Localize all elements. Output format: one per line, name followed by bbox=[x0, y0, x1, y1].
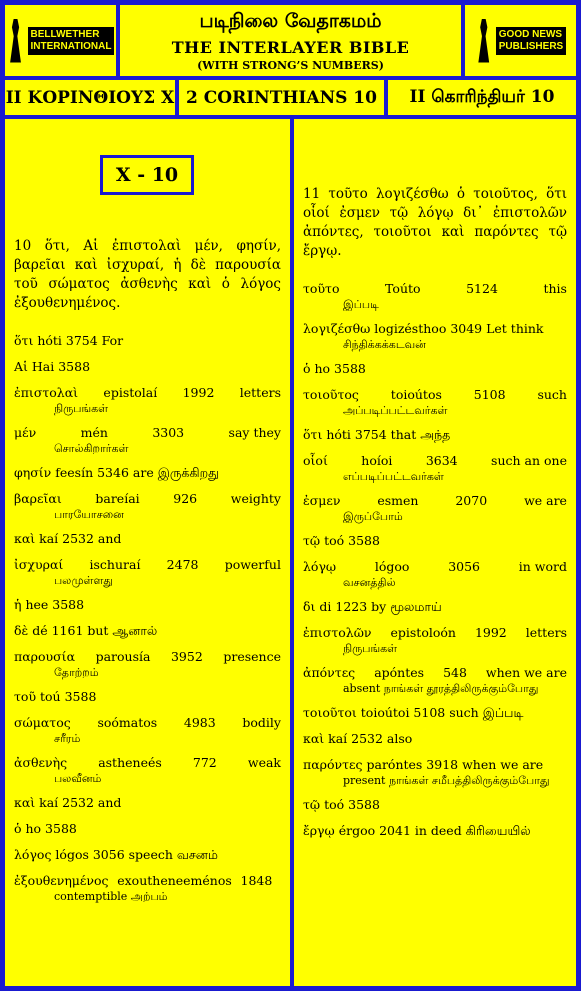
word-entry-line bbox=[303, 426, 567, 444]
word-entry-part: ischuraí bbox=[89, 557, 141, 572]
word-entry-part: parousía bbox=[95, 649, 151, 664]
word-entry-part: τοιοῦτος bbox=[303, 387, 359, 402]
word-entry-line bbox=[14, 464, 281, 482]
word-entry-part: hoíoi bbox=[361, 453, 393, 468]
word-entry-part: weak bbox=[247, 755, 281, 770]
verse-10: 10 ὅτι, Αἱ ἐπιστολαὶ μέν, φησίν, βαρεῖαι καὶ ἰσχυραί, ἡ δὲ παρουσία τοῦ σώματος ἀσθενὴς καὶ ὁ λόγος ἐξουθενημένος. bbox=[14, 238, 281, 311]
word-entry-line bbox=[303, 730, 567, 748]
word-entry-line bbox=[303, 452, 567, 470]
word-entry-line bbox=[303, 280, 567, 298]
word-entry-line bbox=[14, 596, 281, 614]
word-entry bbox=[14, 754, 281, 786]
word-entry-part: apóntes bbox=[374, 665, 425, 680]
word-entry-gloss: சிந்திக்கக்கடவன் bbox=[343, 338, 426, 351]
chapter-label: X - 10 bbox=[100, 155, 194, 195]
word-entry-part: παρουσία bbox=[14, 649, 76, 664]
word-entry-part: τοῦ toú 3588 bbox=[14, 689, 97, 704]
word-entry-part: 3952 bbox=[170, 649, 203, 664]
word-entry-part: ὅτι hóti 3754 that அந்த bbox=[303, 427, 451, 442]
word-entry-line bbox=[303, 796, 567, 814]
word-entry bbox=[303, 426, 567, 444]
word-entry-part: ἐπιστολαὶ bbox=[14, 385, 79, 400]
word-entry-part: ὁ ho 3588 bbox=[303, 361, 366, 376]
word-entry bbox=[303, 492, 567, 524]
word-entry-part: λογιζέσθω logizésthoo 3049 Let think bbox=[303, 321, 544, 336]
good-news-logo bbox=[462, 2, 579, 79]
word-entry bbox=[303, 320, 567, 352]
word-entry-part: 5124 bbox=[466, 281, 498, 296]
word-entry-part: mén bbox=[80, 425, 108, 440]
title-block bbox=[117, 2, 464, 79]
word-entry-line bbox=[303, 624, 567, 642]
word-entry-line bbox=[303, 532, 567, 550]
word-entry-line bbox=[14, 490, 281, 508]
word-entry-line bbox=[14, 846, 281, 864]
word-entry-line bbox=[303, 320, 567, 338]
word-entry-part: this bbox=[543, 281, 567, 296]
word-entry bbox=[303, 360, 567, 378]
word-entry-line bbox=[14, 754, 281, 772]
word-entry-gloss: பலமுள்ளது bbox=[54, 574, 113, 587]
word-entry-part: we are bbox=[524, 493, 567, 508]
word-entry-part: τῷ toó 3588 bbox=[303, 533, 380, 548]
word-entry-part: epistoloón bbox=[390, 625, 456, 640]
word-entry-part: weighty bbox=[230, 491, 281, 506]
word-entry bbox=[303, 532, 567, 550]
word-entry-line bbox=[14, 424, 281, 442]
word-entry bbox=[303, 704, 567, 722]
word-entry-gloss: இருப்போம் bbox=[343, 510, 403, 523]
word-entry bbox=[14, 464, 281, 482]
right-column bbox=[294, 119, 576, 987]
word-entry-part: 2478 bbox=[166, 557, 199, 572]
word-entry-part: ἰσχυραί bbox=[14, 557, 64, 572]
word-entry-line bbox=[14, 872, 281, 890]
word-entry-line bbox=[303, 664, 567, 682]
word-entry-part: 772 bbox=[192, 755, 217, 770]
verse-11: 11 τοῦτο λογιζέσθω ὁ τοιοῦτος, ὅτι οἷοί ἐσμεν τῷ λόγῳ δι᾽ ἐπιστολῶν ἀπόντες, τοιοῦτοι καὶ παρόντες τῷ ἔργῳ. bbox=[303, 186, 567, 259]
word-entry bbox=[14, 688, 281, 706]
word-entry bbox=[14, 846, 281, 864]
word-entry-gloss: contemptible அற்பம் bbox=[54, 890, 168, 903]
word-entry-part: such an one bbox=[491, 453, 567, 468]
word-entry bbox=[14, 794, 281, 812]
word-entry-part: ἐσμεν bbox=[303, 493, 341, 508]
word-entry-line bbox=[303, 360, 567, 378]
word-entry-line bbox=[14, 384, 281, 402]
word-entry bbox=[303, 386, 567, 418]
word-entry-part: astheneés bbox=[98, 755, 162, 770]
bellwether-logo bbox=[2, 2, 119, 79]
word-entry bbox=[14, 820, 281, 838]
word-entry-gloss: பலவீனம் bbox=[54, 772, 102, 785]
word-entry-part: 1992 bbox=[474, 625, 507, 640]
word-entry-part: letters bbox=[525, 625, 567, 640]
word-entry bbox=[303, 796, 567, 814]
word-entry-part: say they bbox=[228, 425, 281, 440]
word-entry bbox=[14, 556, 281, 588]
word-entry-part: epistolaí bbox=[103, 385, 158, 400]
word-entry-line bbox=[303, 598, 567, 616]
word-entry bbox=[14, 424, 281, 456]
word-entry-line bbox=[303, 704, 567, 722]
word-entry-gloss: சொல்கிறார்கள் bbox=[54, 442, 129, 455]
word-entry-part: καὶ kaí 2532 and bbox=[14, 531, 122, 546]
word-entry-line bbox=[303, 386, 567, 404]
left-word-list bbox=[14, 332, 281, 904]
right-logo-line-1: GOOD NEWS bbox=[498, 28, 563, 40]
word-entry bbox=[303, 624, 567, 656]
right-logo-line-2: PUBLISHERS bbox=[498, 40, 564, 52]
word-entry-part: when we are bbox=[485, 665, 567, 680]
subtitle: (WITH STRONG’S NUMBERS) bbox=[197, 59, 384, 72]
left-column bbox=[5, 119, 290, 987]
word-entry-gloss: அப்படிப்பட்டவர்கள் bbox=[343, 404, 448, 417]
word-entry-part: ἡ hee 3588 bbox=[14, 597, 85, 612]
word-entry-part: φησίν feesín 5346 are இருக்கிறது bbox=[14, 465, 220, 480]
word-entry-line bbox=[14, 648, 281, 666]
word-entry bbox=[14, 332, 281, 350]
word-entry-part: exoutheneeménos bbox=[117, 873, 232, 888]
word-entry-part: ἐξουθενημένος bbox=[14, 873, 109, 888]
book-greek: ΙΙ ΚΟΡΙΝΘΙΟΥΣ Χ bbox=[2, 77, 178, 118]
word-entry-part: ἀπόντες bbox=[303, 665, 356, 680]
word-entry-part: ὁ ho 3588 bbox=[14, 821, 77, 836]
word-entry-line bbox=[303, 756, 567, 774]
word-entry-part: 3634 bbox=[425, 453, 458, 468]
word-entry bbox=[14, 530, 281, 548]
word-entry-gloss: present நாங்கள் சமீபத்திலிருக்கும்போது bbox=[343, 774, 550, 787]
word-entry bbox=[303, 664, 567, 696]
word-entry-part: λόγος lógos 3056 speech வசனம் bbox=[14, 847, 218, 862]
word-entry-part: 926 bbox=[173, 491, 198, 506]
word-entry-part: 2070 bbox=[455, 493, 488, 508]
word-entry-line bbox=[14, 358, 281, 376]
word-entry bbox=[14, 648, 281, 680]
word-entry-line bbox=[303, 822, 567, 840]
word-entry-part: μέν bbox=[14, 425, 37, 440]
word-entry-part: ἐπιστολῶν bbox=[303, 625, 372, 640]
word-entry-part: παρόντες paróntes 3918 when we are bbox=[303, 757, 544, 772]
word-entry-line bbox=[14, 556, 281, 574]
word-entry-part: Toúto bbox=[385, 281, 421, 296]
word-entry-part: bareíai bbox=[95, 491, 140, 506]
word-entry-part: τῷ toó 3588 bbox=[303, 797, 380, 812]
word-entry-part: καὶ kaí 2532 and bbox=[14, 795, 122, 810]
word-entry-part: δὲ dé 1161 but ஆனால் bbox=[14, 623, 158, 638]
book-english: 2 CORINTHIANS 10 bbox=[176, 77, 387, 118]
word-entry-part: 1992 bbox=[182, 385, 215, 400]
word-entry-part: 1848 bbox=[240, 873, 273, 888]
word-entry-part: lógoo bbox=[374, 559, 410, 574]
word-entry-part: toioútos bbox=[390, 387, 442, 402]
good-news-figure-icon bbox=[475, 19, 493, 63]
word-entry-part: such bbox=[537, 387, 567, 402]
book-tamil: II கொரிந்தியர் 10 bbox=[385, 77, 579, 118]
word-entry-gloss: சரீரம் bbox=[54, 732, 81, 745]
word-entry-part: οἷοί bbox=[303, 453, 328, 468]
word-entry-part: in word bbox=[518, 559, 567, 574]
word-entry-gloss: எப்படிப்பட்டவர்கள் bbox=[343, 470, 444, 483]
word-entry-gloss: வசனத்தில் bbox=[343, 576, 396, 589]
word-entry bbox=[14, 622, 281, 640]
word-entry-line bbox=[303, 492, 567, 510]
word-entry bbox=[303, 558, 567, 590]
word-entry-part: δι di 1223 by மூலமாய் bbox=[303, 599, 442, 614]
word-entry-gloss: இப்படி bbox=[343, 298, 379, 311]
word-entry-gloss: நிருபங்கள் bbox=[54, 402, 109, 415]
word-entry-line bbox=[303, 558, 567, 576]
word-entry bbox=[14, 596, 281, 614]
word-entry-line bbox=[14, 714, 281, 732]
word-entry bbox=[303, 598, 567, 616]
left-logo-line-1: BELLWETHER bbox=[30, 28, 100, 40]
word-entry-part: ἔργῳ érgoo 2041 in deed கிரியையில் bbox=[303, 823, 531, 838]
word-entry-part: 4983 bbox=[183, 715, 216, 730]
word-entry-part: καὶ kaí 2532 also bbox=[303, 731, 413, 746]
word-entry bbox=[14, 358, 281, 376]
word-entry-gloss: நிருபங்கள் bbox=[343, 642, 398, 655]
word-entry bbox=[303, 756, 567, 788]
word-entry-part: βαρεῖαι bbox=[14, 491, 62, 506]
word-entry-part: ἀσθενὴς bbox=[14, 755, 68, 770]
word-entry-part: τοιοῦτοι toioútoi 5108 such இப்படி bbox=[303, 705, 524, 720]
word-entry-part: 3056 bbox=[448, 559, 481, 574]
title-tamil: படிநிலை வேதாகமம் bbox=[199, 10, 382, 32]
word-entry-part: letters bbox=[239, 385, 281, 400]
word-entry-line bbox=[14, 794, 281, 812]
word-entry bbox=[303, 822, 567, 840]
word-entry-part: σώματος bbox=[14, 715, 71, 730]
word-entry bbox=[303, 452, 567, 484]
word-entry bbox=[14, 384, 281, 416]
word-entry-line bbox=[14, 332, 281, 350]
bellwether-figure-icon bbox=[7, 19, 25, 63]
word-entry-part: soómatos bbox=[97, 715, 158, 730]
word-entry-part: Αἱ Hai 3588 bbox=[14, 359, 91, 374]
word-entry-part: presence bbox=[223, 649, 281, 664]
word-entry bbox=[14, 872, 281, 904]
word-entry-part: 5108 bbox=[473, 387, 506, 402]
word-entry-line bbox=[14, 530, 281, 548]
word-entry bbox=[14, 714, 281, 746]
right-word-list bbox=[303, 280, 567, 840]
word-entry-part: τοῦτο bbox=[303, 281, 340, 296]
word-entry bbox=[303, 730, 567, 748]
word-entry bbox=[14, 490, 281, 522]
word-entry-gloss: பாரயோசனை bbox=[54, 508, 124, 521]
word-entry-part: 3303 bbox=[152, 425, 185, 440]
word-entry bbox=[303, 280, 567, 312]
word-entry-part: powerful bbox=[224, 557, 281, 572]
title-english: THE INTERLAYER BIBLE bbox=[171, 38, 410, 57]
word-entry-gloss: absent நாங்கள் தூரத்திலிருக்கும்போது bbox=[343, 682, 539, 695]
word-entry-part: 548 bbox=[443, 665, 467, 680]
word-entry-line bbox=[14, 622, 281, 640]
word-entry-part: esmen bbox=[377, 493, 419, 508]
word-entry-part: λόγῳ bbox=[303, 559, 337, 574]
word-entry-part: bodily bbox=[242, 715, 281, 730]
word-entry-line bbox=[14, 820, 281, 838]
left-logo-line-2: INTERNATIONAL bbox=[30, 40, 112, 52]
word-entry-part: ὅτι hóti 3754 For bbox=[14, 333, 124, 348]
word-entry-line bbox=[14, 688, 281, 706]
word-entry-gloss: தோற்றம் bbox=[54, 666, 99, 679]
